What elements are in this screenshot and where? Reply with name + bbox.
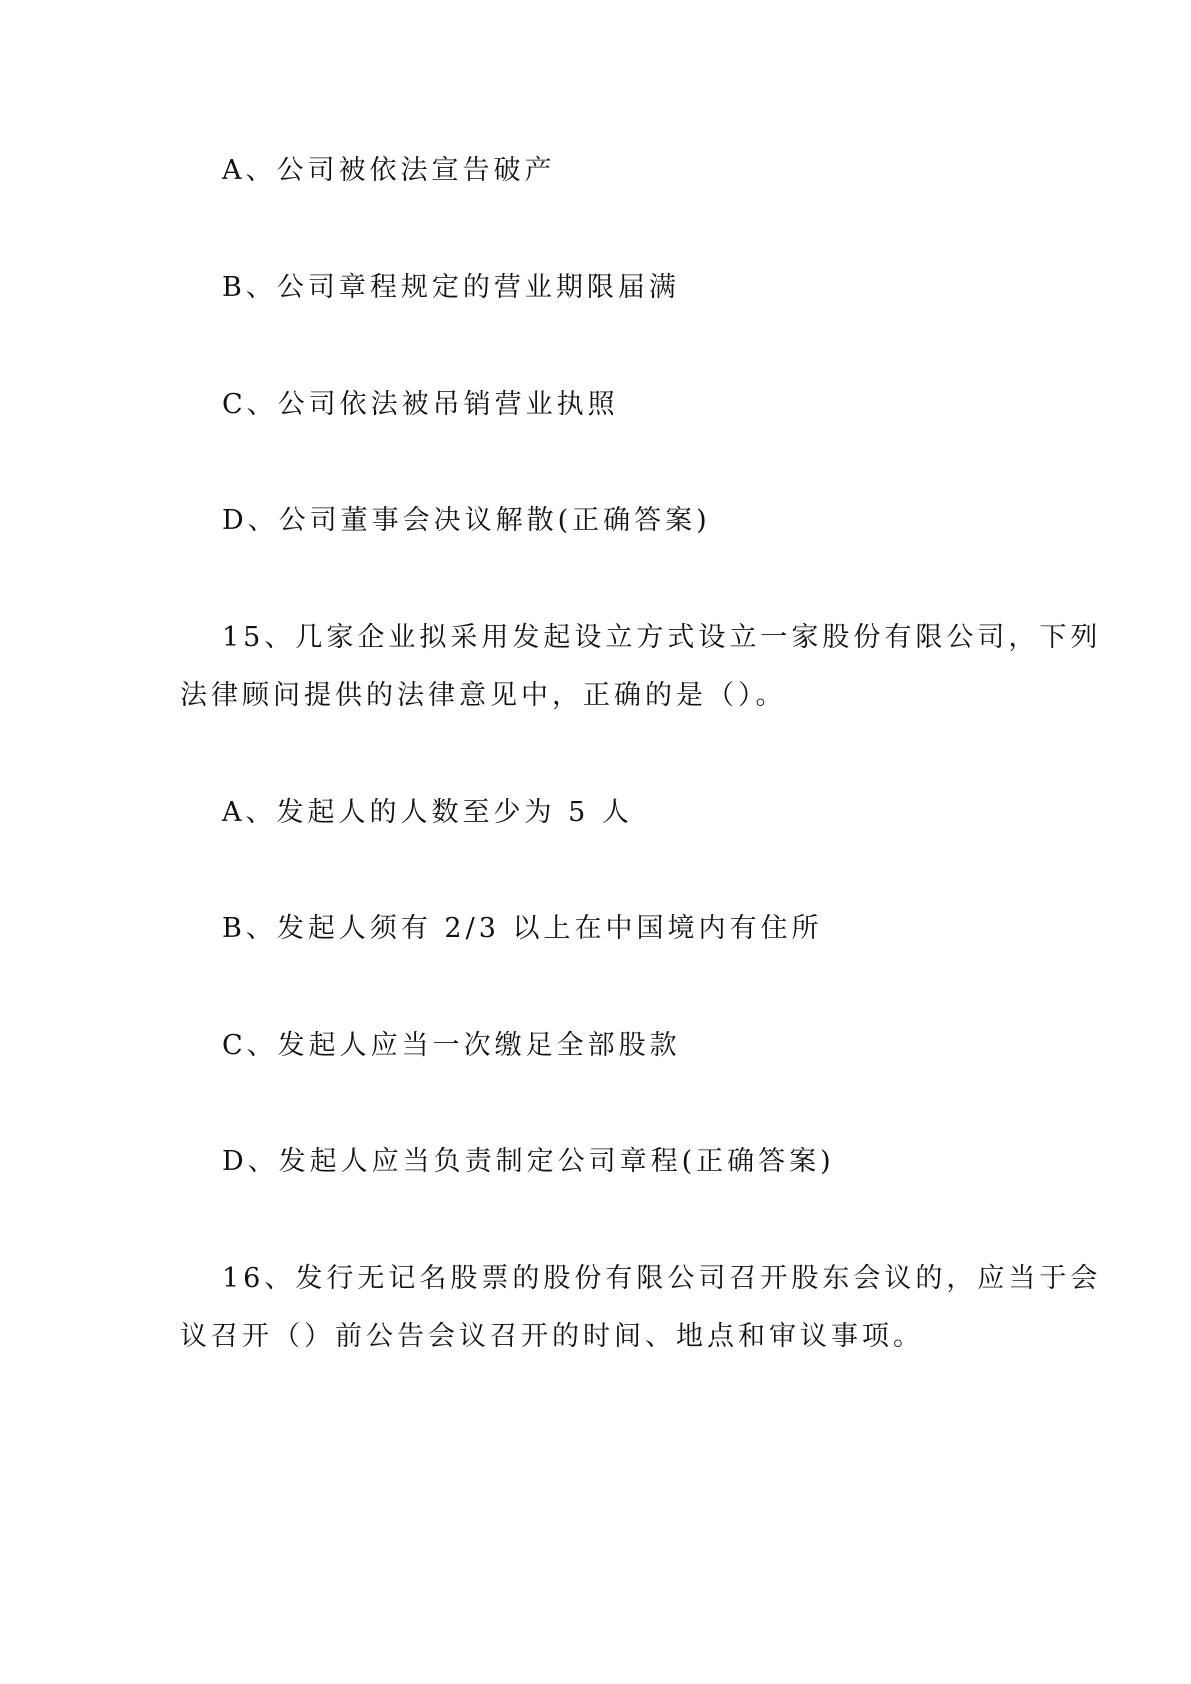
q14-option-c: C、公司依法被吊销营业执照 — [222, 389, 619, 420]
q15-stem-line1: 15、几家企业拟采用发起设立方式设立一家股份有限公司，下列 — [222, 622, 1102, 653]
q16-stem-line1: 16、发行无记名股票的股份有限公司召开股东会议的，应当于会 — [222, 1263, 1102, 1294]
q15-option-b: B、发起人须有 2/3 以上在中国境内有住所 — [222, 913, 823, 944]
q16-stem-line2: 议召开（）前公告会议召开的时间、地点和审议事项。 — [180, 1321, 924, 1352]
q15-option-d: D、发起人应当负责制定公司章程(正确答案) — [222, 1146, 835, 1177]
q15-option-c: C、发起人应当一次缴足全部股款 — [222, 1030, 681, 1061]
q14-option-a: A、公司被依法宣告破产 — [222, 155, 556, 186]
q14-option-d: D、公司董事会决议解散(正确答案) — [222, 505, 711, 536]
q15-option-a: A、发起人的人数至少为 5 人 — [222, 797, 633, 828]
q14-option-b: B、公司章程规定的营业期限届满 — [222, 272, 680, 303]
q15-stem-line2: 法律顾问提供的法律意见中，正确的是（）。 — [180, 680, 787, 711]
